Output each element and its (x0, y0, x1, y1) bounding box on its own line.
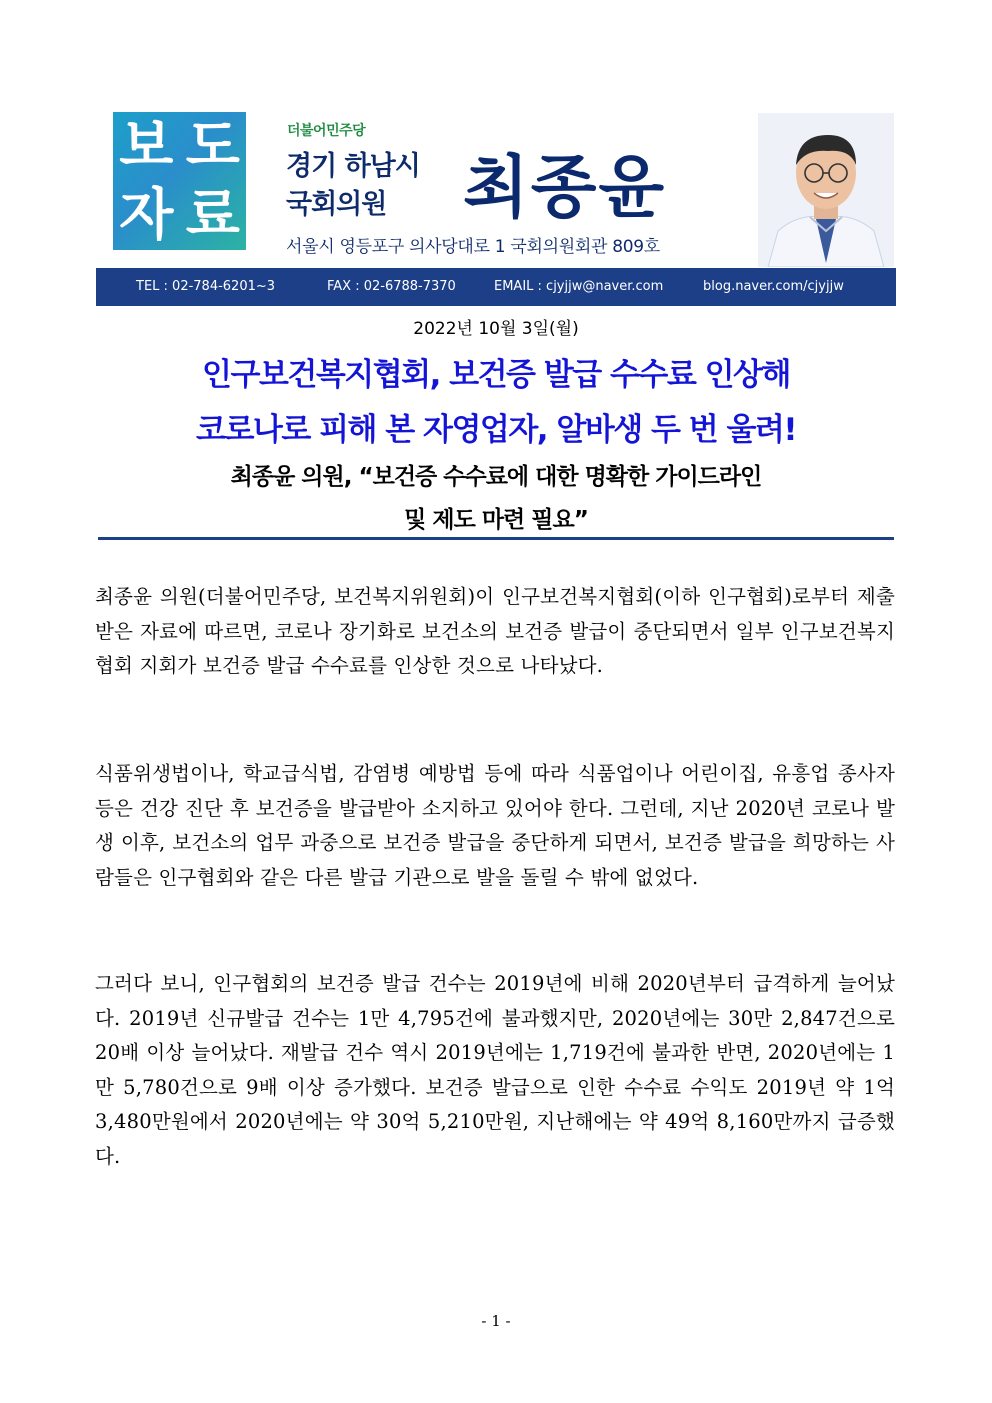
contact-fax: FAX : 02-6788-7370 (327, 279, 456, 294)
contact-tel: TEL : 02-784-6201~3 (136, 279, 276, 294)
logo-char-3: 자 (119, 183, 174, 248)
body-paragraph-1: 최종윤 의원(더불어민주당, 보건복지위원회)이 인구보건복지협회(이하 인구협회)로부터 제출받은 자료에 따르면, 코로나 장기화로 보건소의 보건증 발급이 중단되면서 일부 인구보건복지협회 지회가 보건증 발급 수수료를 인상한 것으로 나타났다. (95, 585, 895, 677)
subheadline-line-2: 및 제도 마련 필요” (404, 507, 588, 533)
contact-blog: blog.naver.com/cjyjjw (703, 279, 844, 294)
region-line-1: 경기 하남시 (286, 151, 420, 182)
release-date: 2022년 10월 3일(월) (413, 319, 579, 339)
member-portrait (758, 113, 894, 267)
subheadline-line-1: 최종윤 의원, “보건증 수수료에 대한 명확한 가이드라인 (230, 464, 762, 490)
party-name (287, 120, 365, 140)
body-paragraph-2: 식품위생법이나, 학교급식법, 감염병 예방법 등에 따라 식품업이나 어린이집, 유흥업 종사자 등은 건강 진단 후 보건증을 발급받아 소지하고 있어야 한다. 그런데, 지난 2020년 코로나 발생 이후, 보건소의 업무 과중으로 보건증 발급을 중단하게 되면서, 보건증 발급을 희망하는 사람들은 인구협회와 같은 다른 발급 기관으로 발을 돌릴 수 밖에 없었다. (95, 762, 895, 889)
logo-char-4: 료 (185, 183, 240, 248)
body-paragraph-3: 그러다 보니, 인구협회의 보건증 발급 건수는 2019년에 비해 2020년부터 급격하게 늘어났다. 2019년 신규발급 건수는 1만 4,795건에 불과했지만, 2020년에는 30만 2,847건으로 20배 이상 늘어났다. 재발급 건수 역시 2019년에는 1,719건에 불과한 반면, 2020년에는 1만 5,780건으로 9배 이상 증가했다. 보건증 발급으로 인한 수수료 수익도 2019년 약 1억 3,480만원에서 2020년에는 약 30억 5,210만원, 지난해에는 약 49억 8,160만까지 급증했다. (95, 972, 895, 1168)
member-name: 최종윤 (463, 149, 667, 228)
headline-line-1: 인구보건복지협회, 보건증 발급 수수료 인상해 (202, 357, 790, 393)
logo-char-2: 도 (185, 114, 240, 179)
office-address: 서울시 영등포구 의사당대로 1 국회의원회관 809호 (286, 237, 660, 257)
page-number: - 1 - (481, 1312, 511, 1330)
headline-line-2: 코로나로 피해 본 자영업자, 알바생 두 번 울려! (196, 412, 796, 448)
title-divider (98, 537, 894, 540)
contact-bar (96, 268, 896, 306)
press-release-logo (113, 112, 246, 250)
contact-email: EMAIL : cjyjjw@naver.com (494, 279, 664, 294)
party-label: 더불어민주당 (287, 123, 366, 139)
portrait-illustration (758, 113, 894, 267)
region-line-2: 국회의원 (286, 189, 387, 220)
logo-char-1: 보 (119, 114, 174, 179)
